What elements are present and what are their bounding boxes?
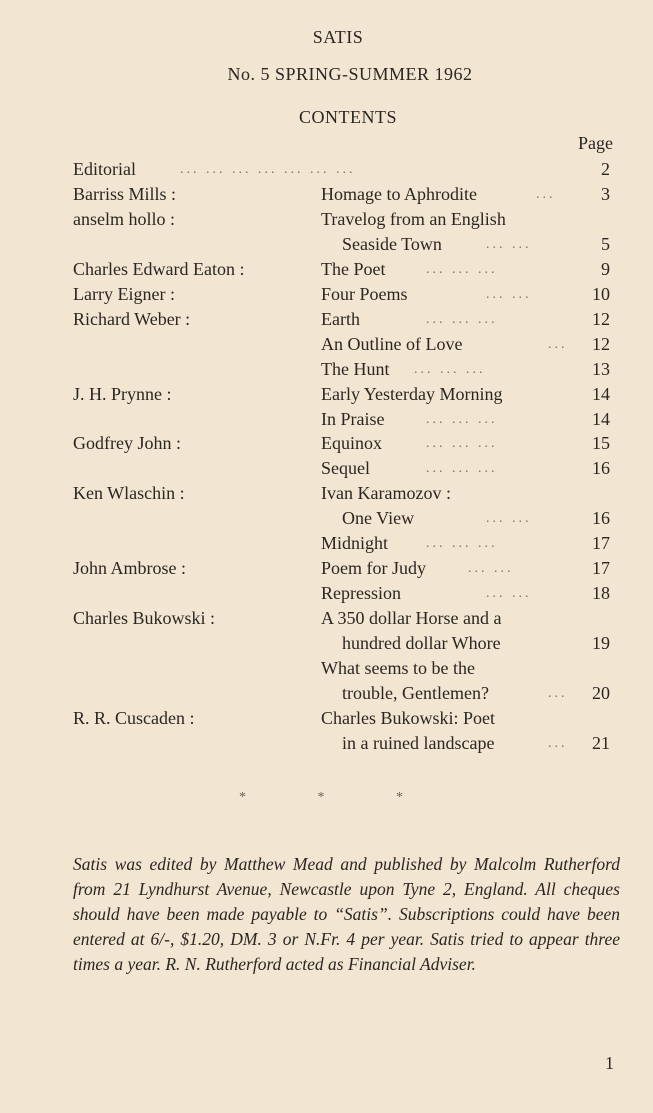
toc-row [0,481,653,506]
toc-work-title: The Poet [321,258,386,279]
toc-row [0,706,653,731]
toc-work-title: in a ruined landscape [342,732,495,753]
toc-work-title: Charles Bukowski: Poet [321,707,495,728]
toc-work-title: In Praise [321,408,385,429]
toc-author: Ken Wlaschin : [73,483,185,504]
toc-author: anselm hollo : [73,208,175,229]
toc-row [0,207,653,232]
leader-dots: ... ... ... [426,461,498,477]
leader-dots: ... ... ... [426,436,498,452]
toc-work-title: What seems to be the [321,658,475,678]
toc-author: Charles Edward Eaton : [73,258,245,279]
toc-work-title: Four Poems [321,283,408,304]
toc-work-title: Earth [321,308,360,329]
toc-author: Editorial [73,159,136,179]
toc-row [0,731,653,756]
toc-work-title: A 350 dollar Horse and a [321,608,502,629]
toc-row [0,307,653,332]
leader-dots: ... [536,186,556,202]
toc-row [0,157,653,182]
leader-dots: ... ... [486,511,532,527]
toc-author: Godfrey John : [73,433,181,454]
leader-dots: ... ... ... [414,361,486,377]
toc-work-title: Ivan Karamozov : [321,483,451,504]
toc-work-title: The Hunt [321,358,390,379]
toc-work-title: Equinox [321,433,382,454]
toc-work-title: Homage to Aphrodite [321,183,477,204]
toc-page-number: 20 [592,682,610,703]
toc-row [0,631,653,656]
toc-work-title: Midnight [321,533,389,554]
leader-dots: ... ... ... [426,411,498,427]
leader-dots: ... ... ... ... ... ... ... [180,162,356,177]
toc-row [0,282,653,307]
toc-page-number: 17 [592,558,610,579]
toc-row [0,232,653,257]
toc-page-number: 12 [592,333,610,354]
toc-row [0,357,653,382]
leader-dots: ... ... ... [426,261,498,277]
toc-page-number: 5 [601,233,610,254]
toc-page-number: 12 [592,308,610,329]
toc-work-title: Early Yesterday Morning [321,383,503,404]
page-number: 1 [605,1053,614,1073]
toc-page-number: 14 [592,408,610,429]
journal-title: SATIS [312,27,364,47]
leader-dots: ... ... [468,561,514,577]
issue-title: No. 5 SPRING-SUMMER 1962 [227,64,473,84]
toc-author: Richard Weber : [73,308,191,329]
toc-work-title: Sequel [321,458,370,479]
toc-row [0,581,653,606]
toc-page-number: 13 [592,358,610,379]
toc-page-number: 9 [601,258,610,279]
toc-page-number: 16 [592,508,610,529]
toc-work-title: An Outline of Love [321,333,463,354]
toc-page-number: 18 [592,583,610,604]
toc-author: John Ambrose : [73,558,187,579]
leader-dots: ... ... [486,236,532,252]
toc-page-number: 21 [592,732,610,753]
toc-row [0,506,653,531]
toc-row [0,681,653,706]
toc-row [0,431,653,456]
leader-dots: ... [548,336,568,352]
toc-author: Larry Eigner : [73,283,175,304]
contents-heading: CONTENTS [299,107,397,127]
toc-row [0,556,653,581]
toc-page-number: 15 [592,433,610,454]
leader-dots: ... ... ... [426,536,498,552]
toc-author: Barriss Mills : [73,183,177,204]
toc-page-number: 19 [592,633,610,654]
publication-note: Satis was edited by Matthew Mead and published by Malcolm Rutherford from 21 Lyndhurst Avenue, Newcastle upon Tyne 2, England. All cheques should have been made payable to “Satis”. Subscriptions could have been entered at 6/-, $1.20, DM. 3 or N.Fr. 4 per year. Satis tried to appear three times a year. R. N. Rutherford acted as Financial Adviser. [73,854,620,974]
toc-row [0,332,653,357]
toc-row [0,656,653,681]
toc-row [0,456,653,481]
toc-work-title: hundred dollar Whore [342,633,501,654]
separator-stars: * * * [239,790,437,805]
toc-row [0,606,653,631]
toc-page-number: 14 [592,383,610,404]
toc-row [0,382,653,407]
toc-row [0,407,653,432]
leader-dots: ... [548,735,568,751]
leader-dots: ... ... [486,286,532,302]
toc-row [0,257,653,282]
leader-dots: ... [548,685,568,701]
toc-page-number: 2 [601,159,610,179]
toc-work-title: One View [342,508,415,529]
toc-page-number: 17 [592,533,610,554]
page-column-label: Page [578,133,613,153]
toc-row [0,182,653,207]
toc-row [0,531,653,556]
toc-work-title: Seaside Town [342,233,442,254]
toc-author: J. H. Prynne : [73,383,172,404]
toc-work-title: trouble, Gentlemen? [342,682,489,703]
toc-work-title: Travelog from an English [321,208,506,229]
toc-page-number: 16 [592,458,610,479]
leader-dots: ... ... ... [426,311,498,327]
toc-work-title: Repression [321,583,401,604]
toc-work-title: Poem for Judy [321,558,426,579]
leader-dots: ... ... [486,586,532,602]
toc-author: R. R. Cuscaden : [73,707,195,728]
toc-page-number: 3 [601,183,610,204]
toc-page-number: 10 [592,283,610,304]
toc-author: Charles Bukowski : [73,608,215,629]
